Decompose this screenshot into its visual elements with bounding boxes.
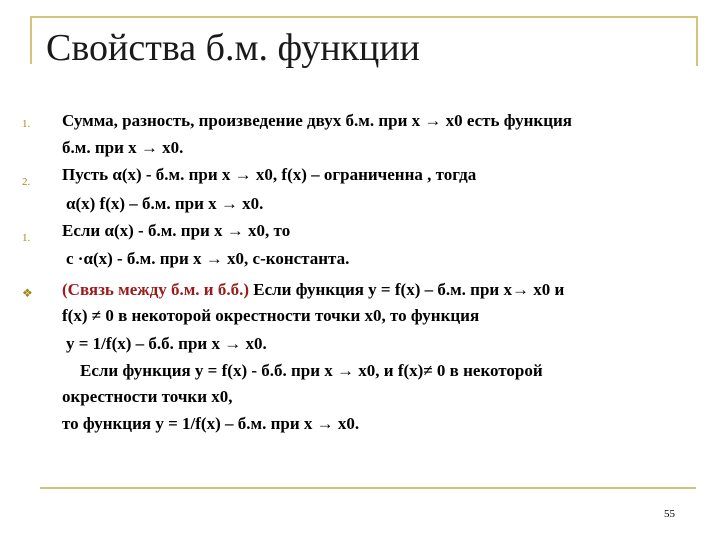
text-line-3: Пусть α(x) - б.м. при x → x0, f(x) – ограниченна , тогда bbox=[62, 165, 477, 184]
title-frame-left bbox=[30, 16, 32, 64]
slide-title: Свойства б.м. функции bbox=[46, 27, 421, 69]
text-line-7-rest: Если функция y = f(x) – б.м. при x→ x0 и bbox=[249, 280, 565, 299]
page-number: 55 bbox=[664, 508, 675, 520]
text-line-7 bbox=[62, 281, 564, 298]
text-line-9: y = 1/f(x) – б.б. при x → x0. bbox=[66, 334, 267, 353]
text-line-2: б.м. при x → x0. bbox=[62, 138, 184, 157]
highlight-text: (Связь между б.м. и б.б.) bbox=[62, 280, 249, 299]
text-line-6: c ·α(x) - б.м. при x → x0, c-константа. bbox=[66, 249, 350, 268]
text-line-10: Если функция y = f(x) - б.б. при x → x0, и f(x)≠ 0 в некоторой bbox=[80, 361, 543, 380]
text-line-11: окрестности точки x0, bbox=[62, 387, 233, 406]
text-line-12: то функция y = 1/f(x) – б.м. при x → x0. bbox=[62, 414, 360, 433]
text-line-4: α(x) f(x) – б.м. при x → x0. bbox=[66, 194, 264, 213]
list-marker-3: 1. bbox=[22, 232, 31, 244]
list-marker-2: 2. bbox=[22, 176, 31, 188]
text-line-5: Если α(x) - б.м. при x → x0, то bbox=[62, 221, 291, 240]
footer-rule bbox=[40, 487, 696, 489]
text-line-8: f(x) ≠ 0 в некоторой окрестности точки x0, то функция bbox=[62, 306, 480, 325]
diamond-bullet-icon: ❖ bbox=[22, 286, 33, 300]
text-line-1: Сумма, разность, произведение двух б.м. при x → x0 есть функция bbox=[62, 111, 572, 130]
list-marker-1: 1. bbox=[22, 118, 31, 130]
